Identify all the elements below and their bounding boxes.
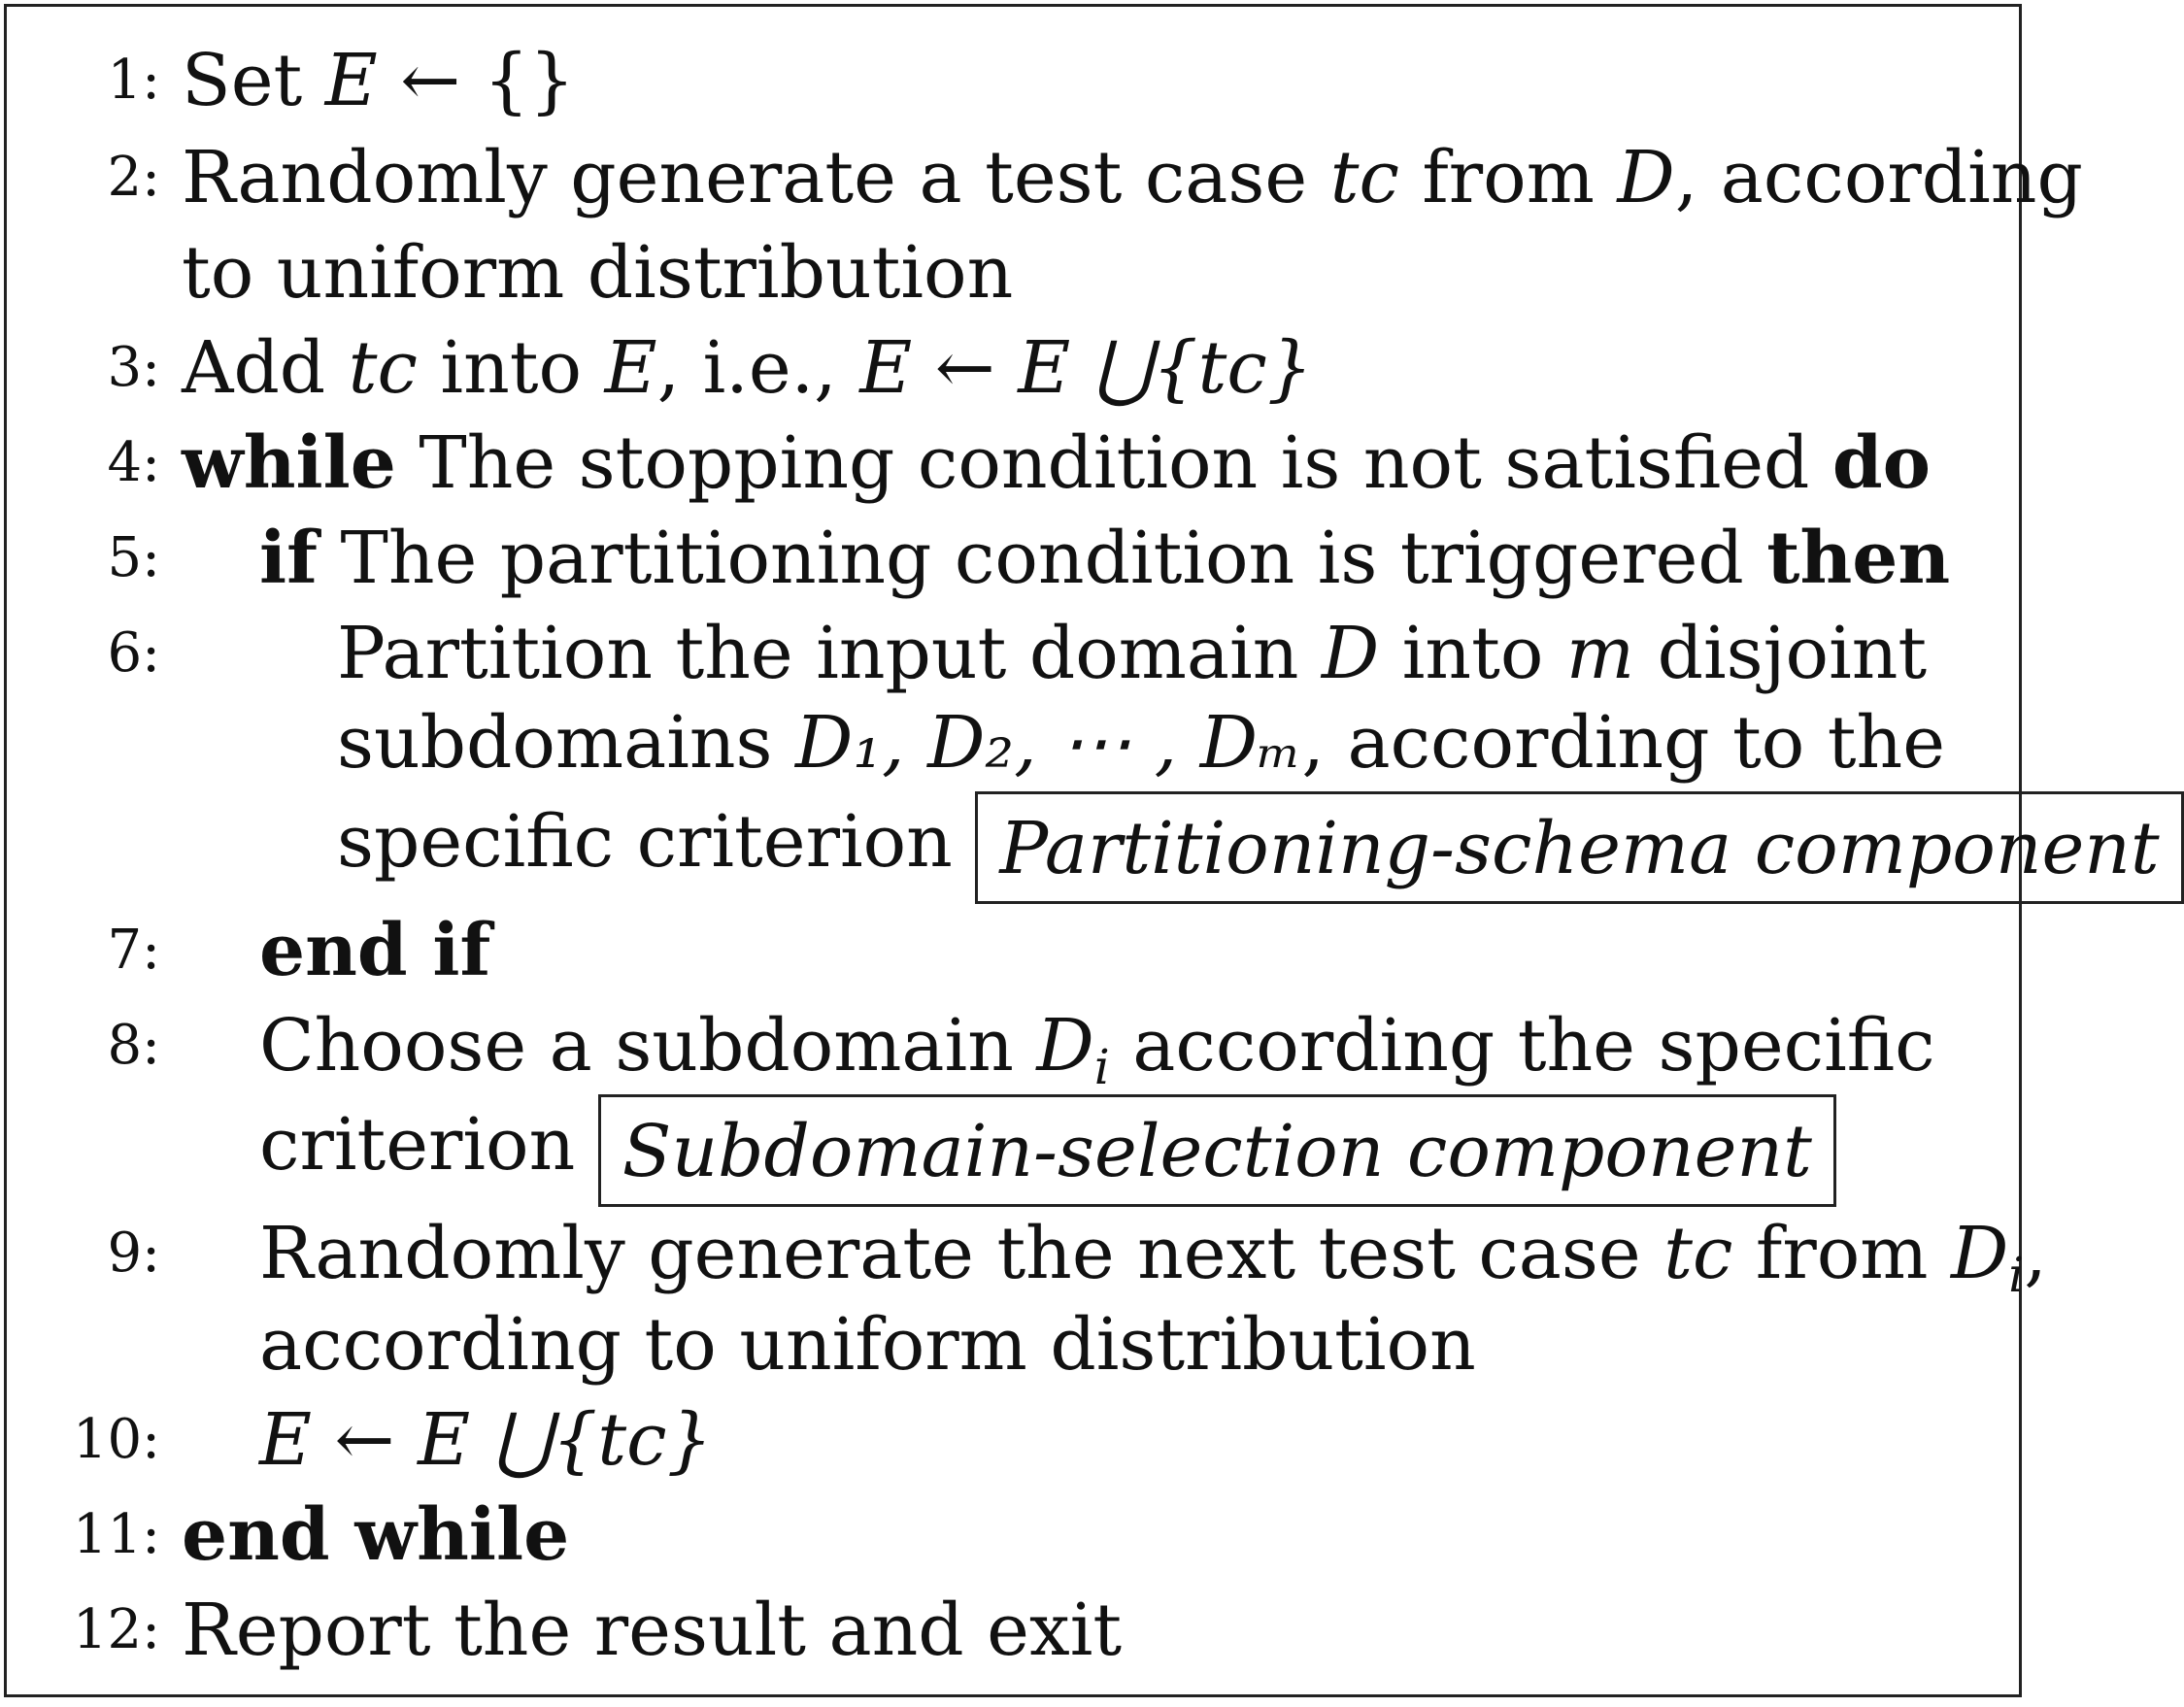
keyword-while: while — [182, 421, 396, 505]
line-number: 7: — [107, 919, 160, 982]
line-number: 4: — [107, 431, 160, 494]
math-expression: ← {} — [377, 39, 575, 122]
algorithm-line-2-continued — [182, 226, 1978, 319]
line-number: 11: — [72, 1503, 160, 1566]
math-variable: E — [604, 326, 657, 410]
line-text: to uniform distribution — [182, 231, 1014, 315]
line-text: , i.e., — [656, 326, 860, 410]
algorithm-line-5 — [107, 512, 1978, 605]
line-text: subdomains — [337, 701, 796, 785]
line-number: 8: — [107, 1014, 160, 1077]
algorithm-line-6-continued-2 — [182, 795, 2160, 890]
line-text: disjoint — [1634, 612, 1928, 695]
line-number: 6: — [107, 621, 160, 685]
math-variable: m — [1565, 612, 1635, 695]
math-expression: E ← E ⋃{tc} — [859, 326, 1313, 410]
algorithm-line-8 — [107, 999, 1978, 1095]
line-text: , according to the — [1301, 701, 1945, 785]
line-number: 5: — [107, 526, 160, 589]
line-number: 3: — [107, 336, 160, 399]
math-variable: D — [1036, 1004, 1094, 1088]
line-text: , — [2024, 1212, 2047, 1295]
subdomain-selection-component-box: Subdomain-selection component — [598, 1094, 1836, 1207]
algorithm-line-4 — [107, 417, 1978, 510]
math-variable: tc — [1663, 1212, 1733, 1295]
line-number: 12: — [72, 1598, 160, 1661]
line-number: 10: — [72, 1408, 160, 1471]
algorithm-line-2 — [107, 131, 2083, 224]
keyword-end-while: end while — [182, 1493, 570, 1577]
math-variable: tc — [348, 326, 418, 410]
line-text: Randomly generate a test case — [182, 136, 1330, 219]
line-text: Partition the input domain — [337, 612, 1322, 695]
line-text: , according — [1674, 136, 2083, 219]
line-text: according the specific — [1109, 1004, 1935, 1088]
algorithm-line-1 — [107, 34, 1978, 127]
line-text: Randomly generate the next test case — [259, 1212, 1664, 1295]
line-text: specific criterion — [337, 800, 976, 884]
algorithm-line-11 — [72, 1489, 1978, 1582]
line-text: into — [417, 326, 605, 410]
math-subscript: i — [2008, 1247, 2025, 1303]
math-domain: D — [1617, 136, 1675, 219]
line-text: Report the result and exit — [182, 1589, 1123, 1672]
algorithm-line-12 — [72, 1584, 1978, 1677]
algorithm-line-9-continued — [182, 1298, 1978, 1391]
keyword-do: do — [1831, 421, 1931, 505]
line-text: Choose a subdomain — [259, 1004, 1037, 1088]
algorithm-line-3 — [107, 321, 1978, 415]
math-variable: tc — [1329, 136, 1399, 219]
keyword-then: then — [1766, 517, 1951, 600]
math-subscript: i — [1093, 1039, 1110, 1095]
line-text: into — [1379, 612, 1566, 695]
algorithm-line-8-continued — [182, 1098, 1978, 1191]
line-text: from — [1732, 1212, 1951, 1295]
line-text: criterion — [259, 1103, 598, 1187]
algorithm-line-9 — [107, 1207, 2047, 1303]
math-expression: E ← E ⋃{tc} — [259, 1398, 713, 1482]
line-text: Add — [182, 326, 349, 410]
math-domain: D — [1321, 612, 1380, 695]
algorithm-line-6 — [107, 607, 1978, 700]
math-subdomains: D₁, D₂, ⋯ , Dₘ — [795, 701, 1302, 785]
keyword-if: if — [259, 517, 318, 600]
line-number: 9: — [107, 1222, 160, 1285]
algorithm-line-6-continued — [182, 696, 1978, 789]
partitioning-schema-component-box: Partitioning-schema component — [975, 791, 2183, 904]
keyword-end-if: end if — [259, 909, 491, 992]
line-text: The stopping condition is not satisfied — [395, 421, 1832, 505]
line-text: from — [1398, 136, 1618, 219]
line-number: 1: — [107, 49, 160, 112]
algorithm-line-10 — [72, 1393, 1978, 1487]
math-variable: E — [324, 39, 378, 122]
line-text: according to uniform distribution — [259, 1303, 1476, 1387]
algorithm-line-7 — [107, 904, 1978, 997]
line-text: Set — [182, 39, 325, 122]
line-number: 2: — [107, 146, 160, 209]
line-text: The partitioning condition is triggered — [317, 517, 1767, 600]
algorithm-box — [4, 4, 2160, 1697]
math-variable: D — [1950, 1212, 2009, 1295]
